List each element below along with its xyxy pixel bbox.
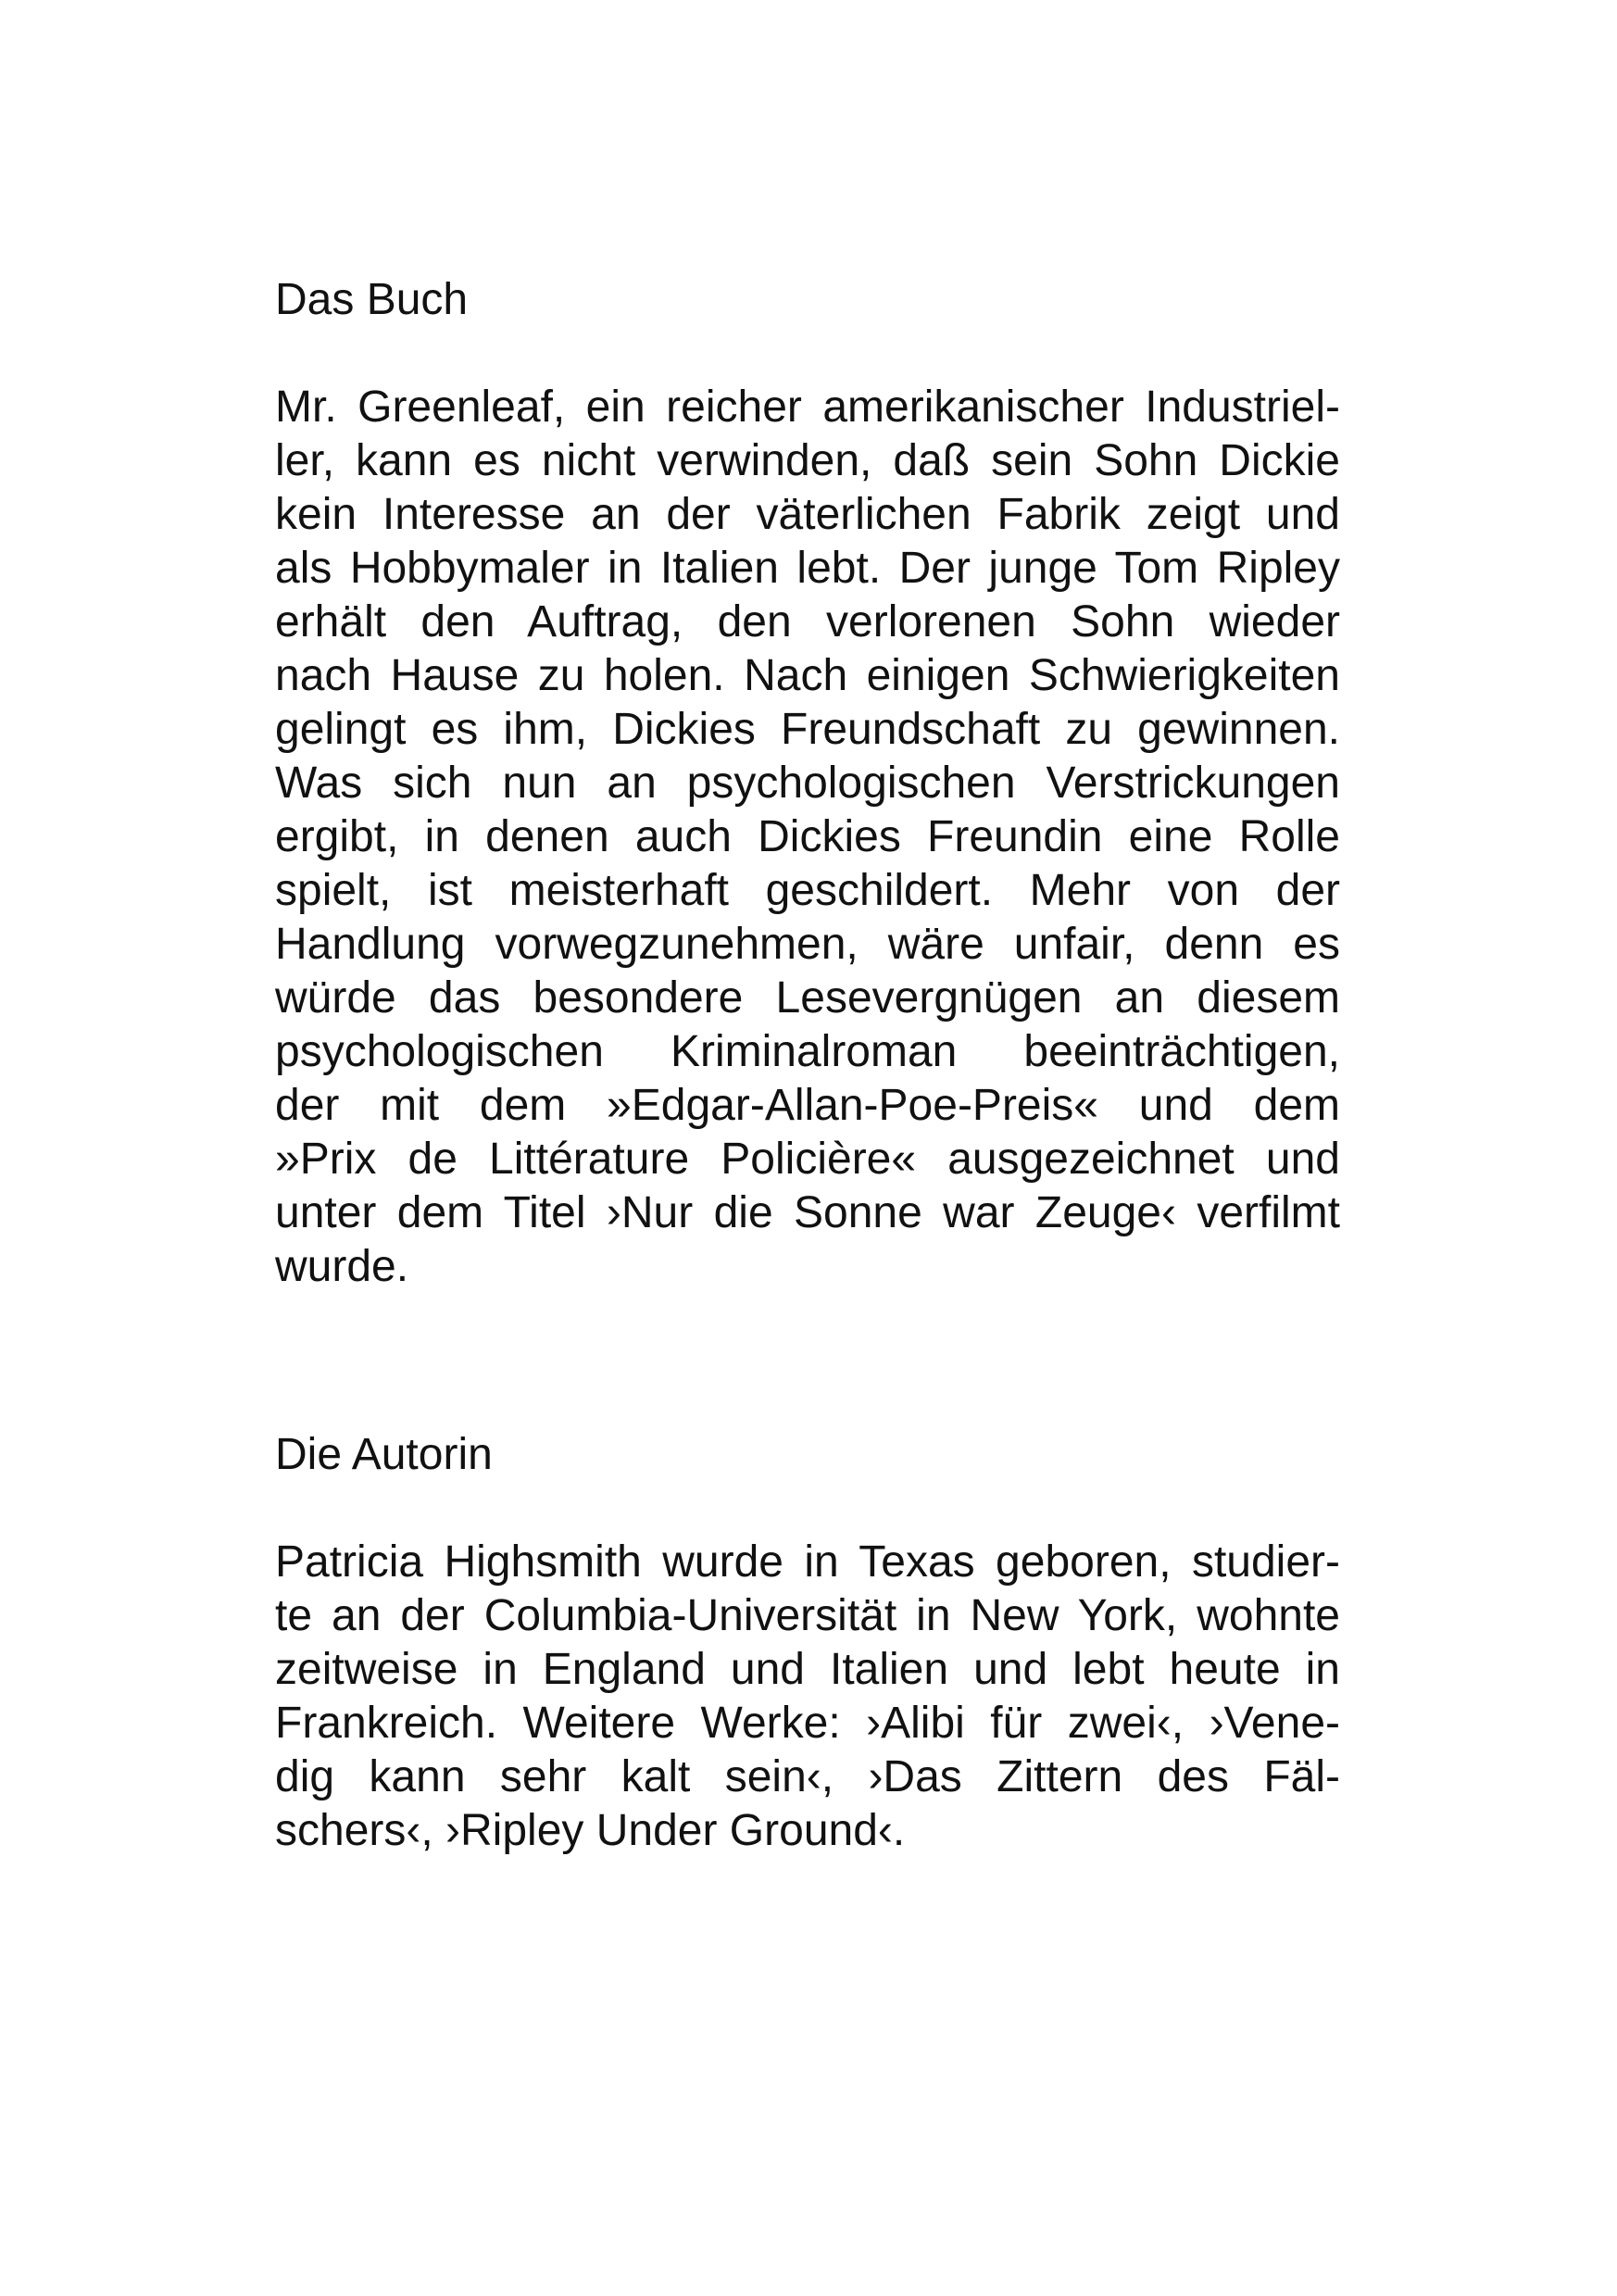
book-text-line: Was sich nun an psychologischen Verstrickungen [275,759,1340,808]
book-heading: Das Buch [275,275,469,324]
author-text-line: Patricia Highsmith wurde in Texas geboren, studier- [275,1537,1340,1587]
book-text-line: Handlung vorwegzunehmen, wäre unfair, denn es [275,920,1340,969]
book-text-line: gelingt es ihm, Dickies Freundschaft zu gewinnen. [275,705,1340,754]
book-text-line: als Hobbymaler in Italien lebt. Der junge Tom Ripley [275,544,1340,593]
book-text-line: »Prix de Littérature Policière« ausgezeichnet und [275,1135,1340,1184]
book-text-line: ergibt, in denen auch Dickies Freundin eine Rolle [275,812,1340,861]
author-text-line: dig kann sehr kalt sein‹, ›Das Zittern des Fäl- [275,1752,1340,1801]
author-text-line: te an der Columbia-Universität in New York, wohnte [275,1591,1340,1640]
author-text-line: schers‹, ›Ripley Under Ground‹. [275,1806,906,1855]
book-description [275,381,1340,1294]
book-text-line: würde das besondere Lesevergnügen an diesem [275,973,1340,1023]
author-section [275,1428,1340,1858]
author-heading: Die Autorin [275,1430,493,1479]
book-text-line: der mit dem »Edgar-Allan-Poe-Preis« und dem [275,1081,1340,1130]
book-text-line: unter dem Titel ›Nur die Sonne war Zeuge‹ verfilmt [275,1188,1340,1237]
book-text-line: ler, kann es nicht verwinden, daß sein Sohn Dickie [275,436,1340,485]
author-text-line: Frankreich. Weitere Werke: ›Alibi für zwei‹, ›Vene- [275,1699,1340,1748]
book-section [275,273,1340,1294]
book-text-line: spielt, ist meisterhaft geschildert. Mehr von der [275,866,1340,915]
author-bio [275,1536,1340,1858]
book-text-line: kein Interesse an der väterlichen Fabrik zeigt und [275,490,1340,539]
book-text-line: Mr. Greenleaf, ein reicher amerikanischer Industriel- [275,383,1340,432]
book-text-line: wurde. [275,1242,409,1291]
book-text-line: psychologischen Kriminalroman beeinträchtigen, [275,1027,1340,1076]
book-text-line: nach Hause zu holen. Nach einigen Schwierigkeiten [275,651,1340,700]
book-text-line: erhält den Auftrag, den verlorenen Sohn wieder [275,597,1340,646]
author-text-line: zeitweise in England und Italien und lebt heute in [275,1645,1340,1694]
